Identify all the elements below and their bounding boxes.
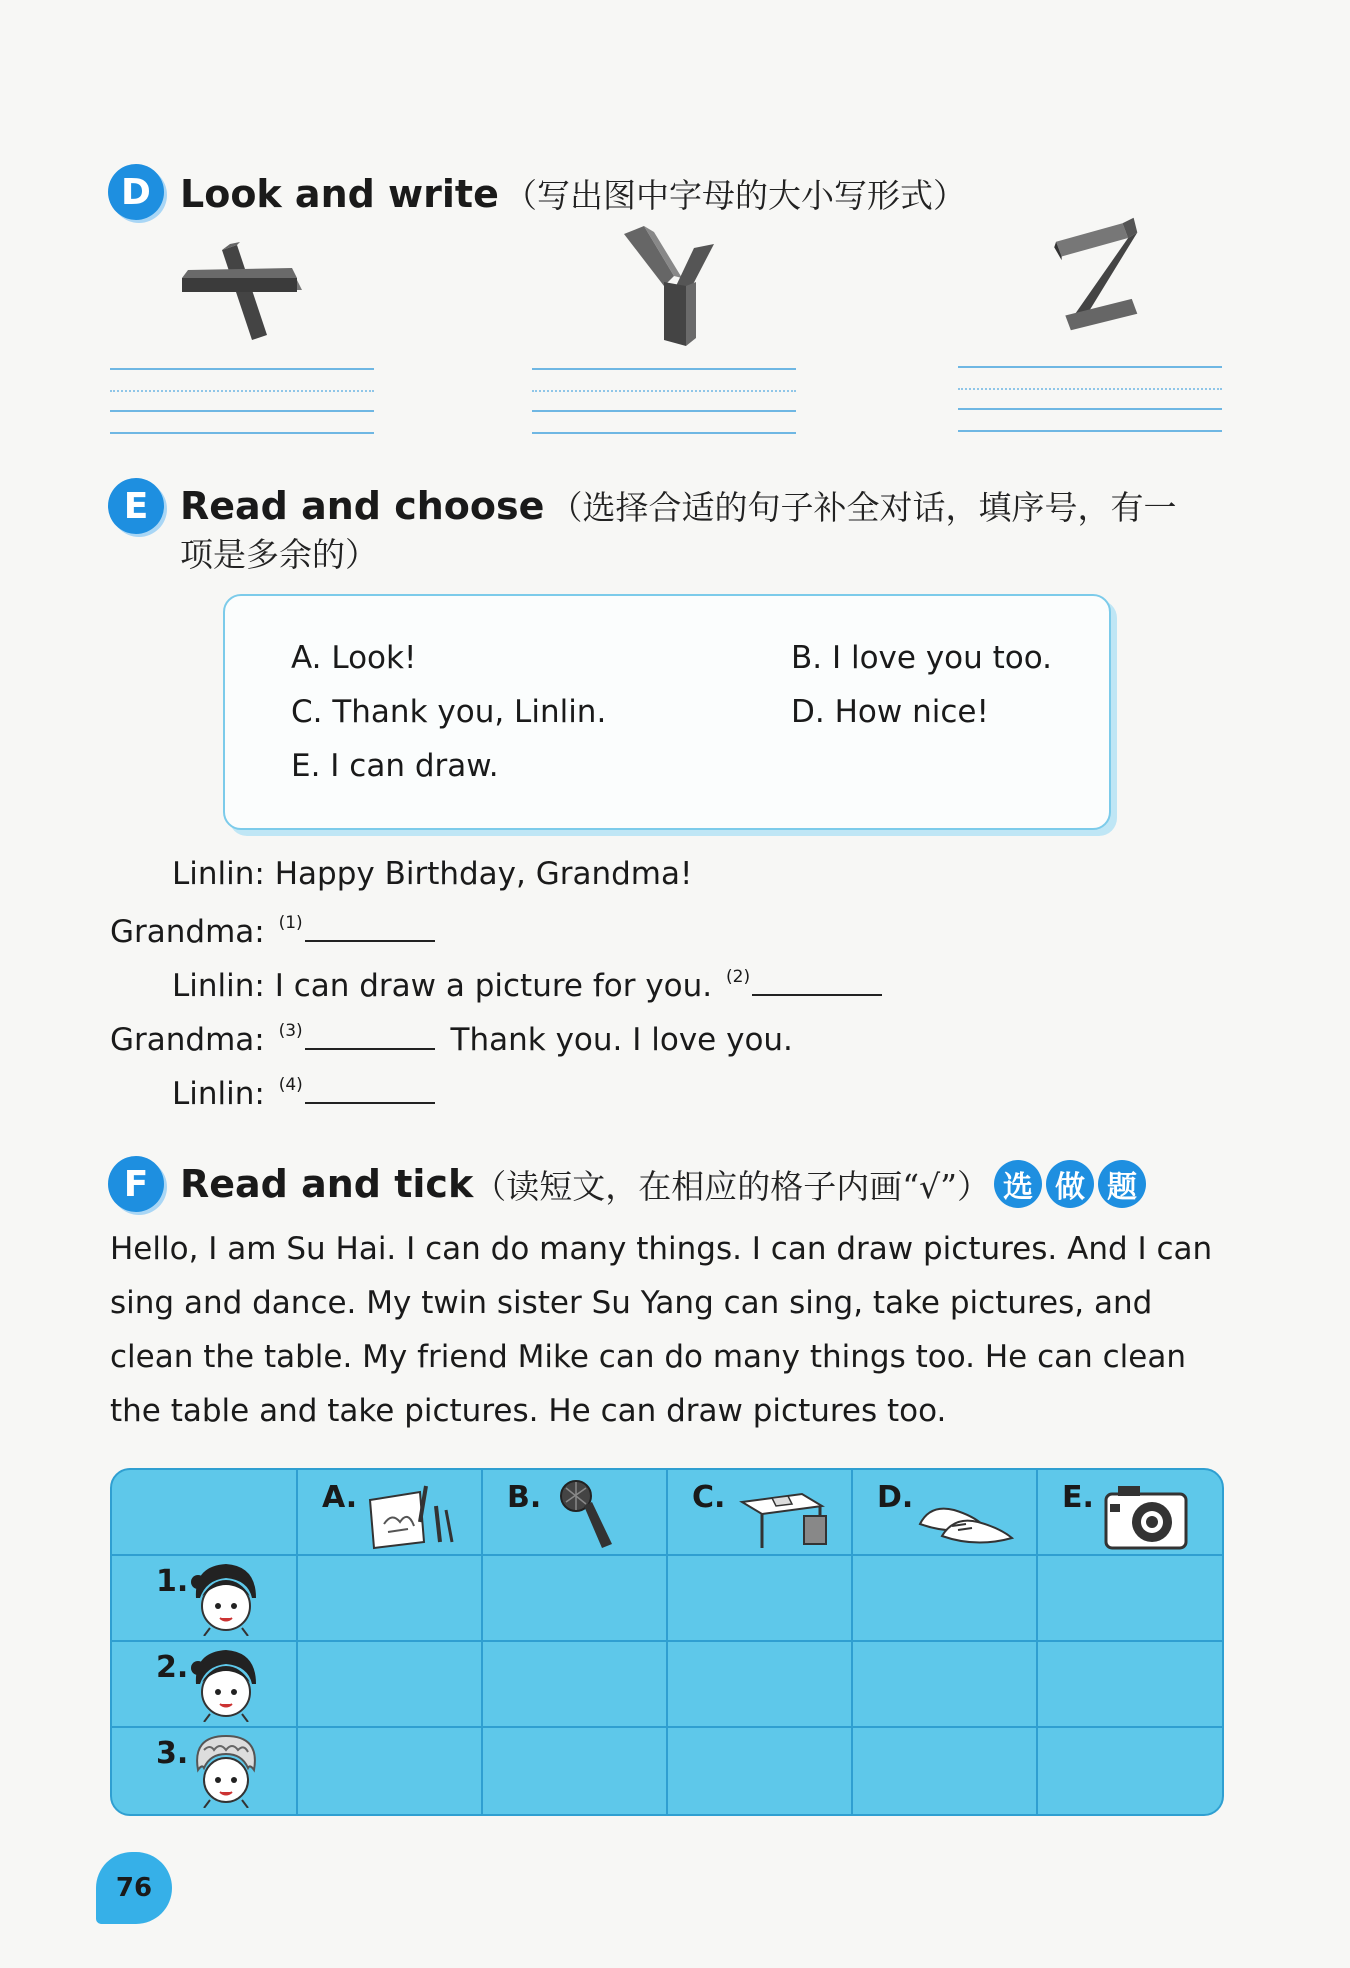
girl-face-icon — [190, 1558, 260, 1636]
row-3-number: 3. — [156, 1736, 189, 1771]
section-e-badge: E — [108, 478, 164, 534]
column-c-header: C. — [692, 1480, 726, 1515]
speaker: Linlin: — [172, 1076, 265, 1112]
answer-blank-3[interactable] — [305, 1018, 435, 1050]
optional-tag-1: 选 — [994, 1160, 1042, 1208]
page-number: 76 — [96, 1852, 172, 1924]
dialogue-line-4 — [110, 1018, 793, 1058]
dialogue-line-5 — [172, 1072, 435, 1112]
section-d-note: （写出图中字母的大小写形式） — [503, 176, 966, 215]
optional-tag-2: 做 — [1046, 1160, 1094, 1208]
camera-icon — [1102, 1482, 1192, 1552]
option-e: E. I can draw. — [291, 748, 499, 784]
section-d-header — [108, 164, 966, 220]
microphone-icon — [552, 1476, 622, 1550]
girl-face-icon — [190, 1644, 260, 1722]
section-e-header — [108, 478, 1250, 576]
speaker: Grandma: — [110, 1022, 265, 1058]
blank-number: (4) — [278, 1075, 303, 1095]
blank-number: (2) — [726, 967, 751, 987]
shoes-icon — [912, 1486, 1022, 1550]
section-f-title: Read and tick — [180, 1162, 474, 1206]
column-a-header: A. — [322, 1480, 358, 1515]
options-box — [223, 594, 1111, 830]
section-f-badge: F — [108, 1156, 164, 1212]
letter-z-icon — [1040, 214, 1170, 334]
column-d-header: D. — [877, 1480, 914, 1515]
boy-face-icon — [190, 1730, 260, 1808]
optional-tag-3: 题 — [1098, 1160, 1146, 1208]
option-a: A. Look! — [291, 640, 417, 676]
section-d-title: Look and write — [180, 172, 499, 216]
dialogue-text: Linlin: I can draw a picture for you. — [172, 968, 713, 1004]
writing-lines-x[interactable] — [110, 368, 374, 432]
row-1-number: 1. — [156, 1564, 189, 1599]
letter-y-icon — [606, 226, 736, 346]
option-c: C. Thank you, Linlin. — [291, 694, 607, 730]
blank-number: (3) — [278, 1021, 303, 1041]
writing-lines-y[interactable] — [532, 368, 796, 432]
dialogue-text: Thank you. I love you. — [450, 1022, 793, 1058]
section-e-title: Read and choose — [180, 484, 545, 528]
dialogue-line-2 — [110, 910, 435, 950]
section-d-badge: D — [108, 164, 164, 220]
option-d: D. How nice! — [791, 694, 989, 730]
letter-x-icon — [172, 230, 302, 350]
section-e-note-line2: 项是多余的） — [180, 535, 378, 574]
dialogue-line-3 — [172, 964, 882, 1004]
blank-number: (1) — [278, 913, 303, 933]
speaker: Grandma: — [110, 914, 265, 950]
column-e-header: E. — [1062, 1480, 1094, 1515]
reading-paragraph: Hello, I am Su Hai. I can do many things. I can draw pictures. And I can sing and dance. My twin sister Su Yang can sing, take pictures, and clean the table. My friend Mike can do many things too. He can clean the table and take pictures. He can draw pictures too. — [110, 1231, 1213, 1429]
tick-table — [110, 1468, 1224, 1816]
option-b: B. I love you too. — [791, 640, 1053, 676]
dialogue-line-1: Linlin: Happy Birthday, Grandma! — [172, 856, 693, 892]
row-2-number: 2. — [156, 1650, 189, 1685]
answer-blank-4[interactable] — [305, 1072, 435, 1104]
section-f-header — [108, 1156, 1146, 1212]
answer-blank-1[interactable] — [305, 910, 435, 942]
table-cleaning-icon — [732, 1476, 842, 1550]
answer-blank-2[interactable] — [752, 964, 882, 996]
column-b-header: B. — [507, 1480, 542, 1515]
drawing-icon — [362, 1476, 462, 1550]
section-f-note: （读短文，在相应的格子内画“√”） — [473, 1166, 991, 1206]
writing-lines-z[interactable] — [958, 366, 1222, 430]
section-e-note-line1: （选择合适的句子补全对话，填序号，有一 — [549, 488, 1177, 527]
